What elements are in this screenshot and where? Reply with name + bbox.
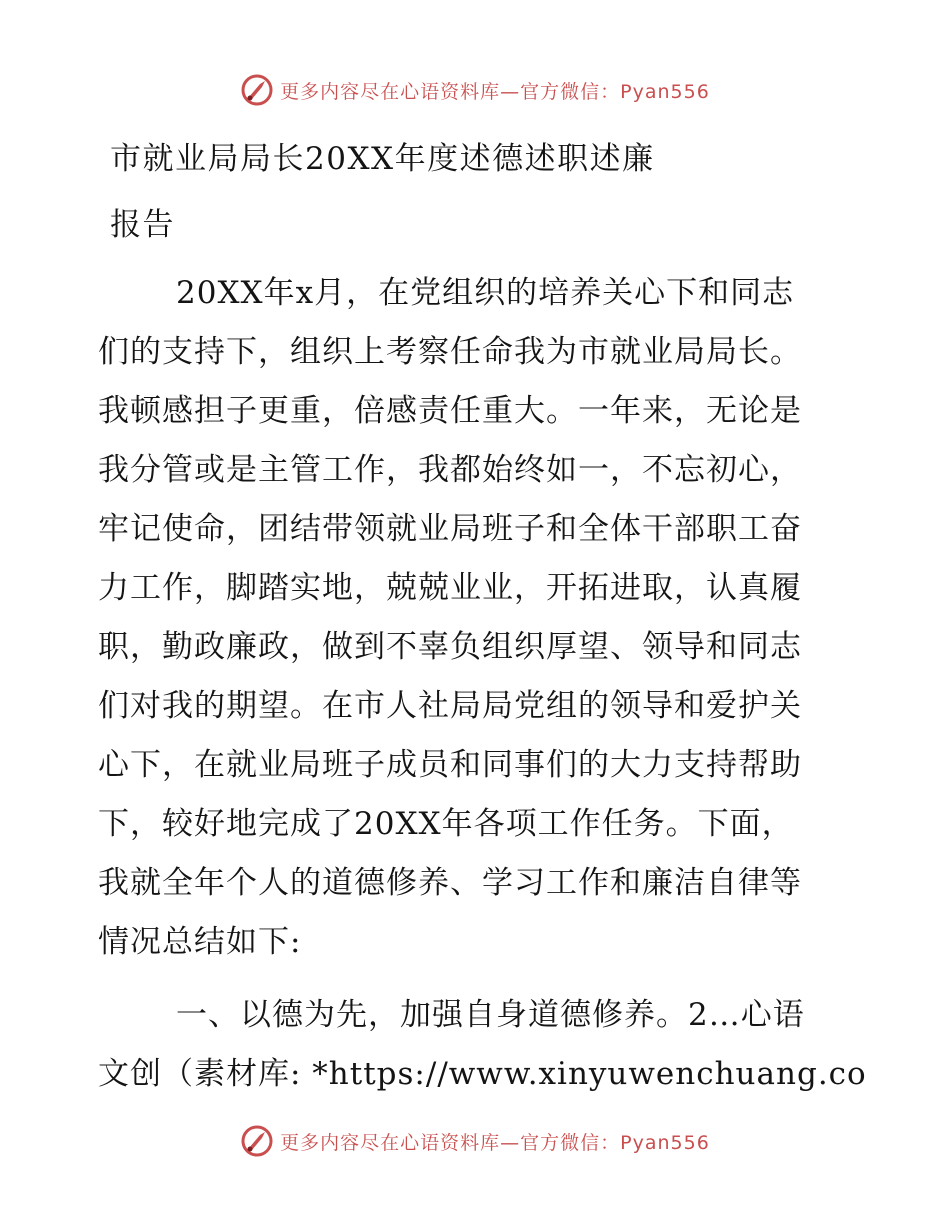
paragraph-line: 下，较好地完成了20XX年各项工作任务。下面，: [98, 806, 794, 842]
brush-logo-icon: [240, 73, 274, 107]
document-title: [110, 126, 850, 258]
paragraph-line: 一、以德为先，加强自身道德修养。2…心语: [176, 997, 805, 1033]
watermark-text: 更多内容尽在心语资料库—官方微信：Pyan556: [280, 80, 710, 103]
paragraph-line: 心下，在就业局班子成员和同事们的大力支持帮助: [98, 747, 802, 783]
title-line: 市就业局局长20XX年度述德述职述廉: [110, 141, 655, 177]
footer-watermark-banner: [0, 1121, 950, 1161]
paragraph-line: 20XX年x月，在党组织的培养关心下和同志: [176, 275, 795, 311]
paragraph-line: 们的支持下，组织上考察任命我为市就业局局长。: [98, 334, 802, 370]
watermark-text: 更多内容尽在心语资料库—官方微信：Pyan556: [280, 1131, 710, 1154]
header-watermark-banner: [0, 70, 950, 110]
document-body: [98, 264, 867, 1104]
paragraph-line: 情况总结如下:: [98, 924, 302, 960]
title-line: 报告: [110, 207, 175, 243]
paragraph-line: 文创（素材库: *https://www.xinyuwenchuang.co: [98, 1056, 867, 1092]
paragraph-line: 我顿感担子更重，倍感责任重大。一年来，无论是: [98, 393, 802, 429]
paragraph-line: 我分管或是主管工作，我都始终如一，不忘初心，: [98, 452, 802, 488]
paragraph-line: 牢记使命，团结带领就业局班子和全体干部职工奋: [98, 511, 802, 547]
paragraph-line: 我就全年个人的道德修养、学习工作和廉洁自律等: [98, 865, 802, 901]
brush-logo-icon: [240, 1124, 274, 1158]
paragraph-line: 们对我的期望。在市人社局局党组的领导和爱护关: [98, 688, 802, 724]
paragraph-line: 职，勤政廉政，做到不辜负组织厚望、领导和同志: [98, 629, 802, 665]
paragraph-line: 力工作，脚踏实地，兢兢业业，开拓进取，认真履: [98, 570, 802, 606]
paragraph-gap: [98, 972, 848, 986]
